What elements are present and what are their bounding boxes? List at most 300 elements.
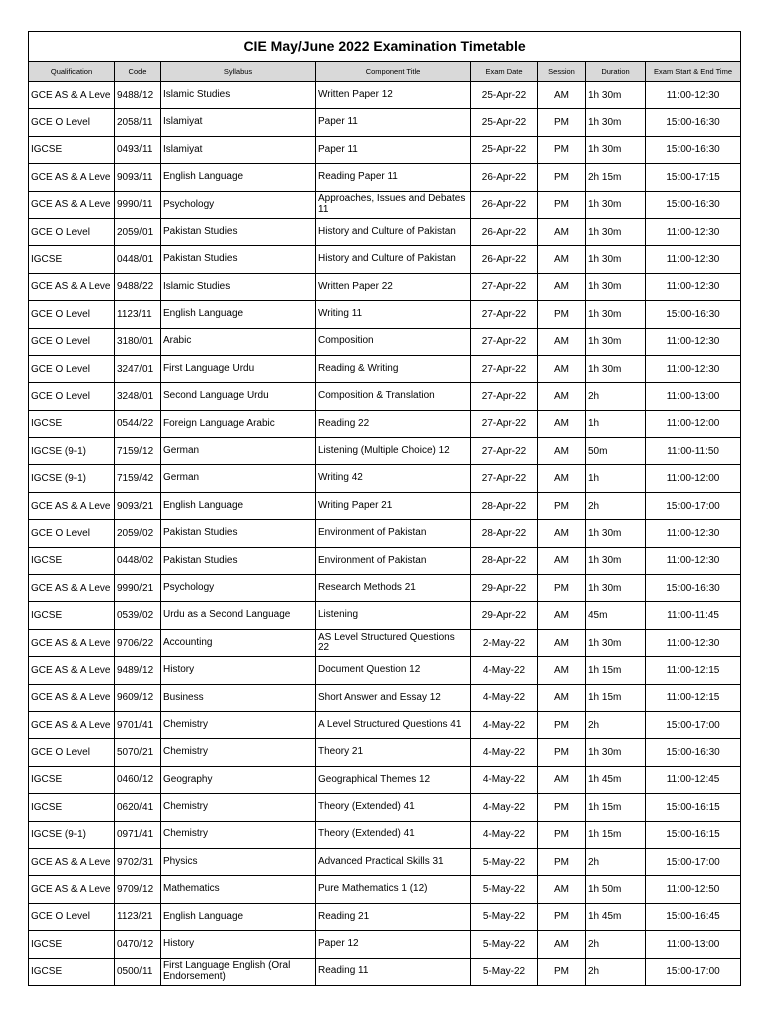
cell-exam-date: 26-Apr-22	[471, 218, 538, 245]
cell-session: AM	[538, 766, 586, 793]
cell-component-title: Reading 11	[316, 958, 471, 985]
cell-duration: 1h 45m	[586, 903, 646, 930]
cell-exam-date: 27-Apr-22	[471, 301, 538, 328]
cell-duration: 1h 30m	[586, 246, 646, 273]
cell-syllabus: Psychology	[161, 191, 316, 218]
cell-exam-date: 27-Apr-22	[471, 328, 538, 355]
cell-syllabus: History	[161, 657, 316, 684]
cell-session: PM	[538, 575, 586, 602]
cell-code: 9489/12	[115, 657, 161, 684]
cell-code: 5070/21	[115, 739, 161, 766]
cell-exam-time: 15:00-17:00	[646, 711, 741, 738]
cell-session: AM	[538, 465, 586, 492]
cell-component-title: Paper 12	[316, 931, 471, 958]
cell-duration: 1h 30m	[586, 629, 646, 656]
cell-component-title: AS Level Structured Questions 22	[316, 629, 471, 656]
cell-duration: 1h 15m	[586, 821, 646, 848]
page-title: CIE May/June 2022 Examination Timetable	[29, 32, 741, 62]
cell-duration: 1h 30m	[586, 109, 646, 136]
cell-exam-date: 26-Apr-22	[471, 246, 538, 273]
cell-session: AM	[538, 246, 586, 273]
cell-exam-date: 27-Apr-22	[471, 410, 538, 437]
cell-exam-date: 5-May-22	[471, 903, 538, 930]
cell-code: 9706/22	[115, 629, 161, 656]
cell-code: 2059/01	[115, 218, 161, 245]
cell-duration: 1h 30m	[586, 355, 646, 382]
cell-exam-date: 25-Apr-22	[471, 109, 538, 136]
header-code: Code	[115, 62, 161, 82]
cell-code: 3247/01	[115, 355, 161, 382]
cell-component-title: Reading 22	[316, 410, 471, 437]
cell-exam-date: 25-Apr-22	[471, 136, 538, 163]
cell-code: 1123/11	[115, 301, 161, 328]
cell-exam-time: 11:00-12:30	[646, 82, 741, 109]
cell-duration: 1h 30m	[586, 739, 646, 766]
cell-exam-time: 11:00-12:30	[646, 547, 741, 574]
cell-component-title: History and Culture of Pakistan	[316, 218, 471, 245]
cell-exam-time: 15:00-16:30	[646, 575, 741, 602]
cell-qualification: IGCSE	[29, 547, 115, 574]
cell-component-title: Document Question 12	[316, 657, 471, 684]
cell-exam-time: 15:00-16:30	[646, 739, 741, 766]
cell-exam-time: 15:00-16:30	[646, 301, 741, 328]
cell-duration: 50m	[586, 438, 646, 465]
table-row	[29, 82, 741, 109]
cell-syllabus: English Language	[161, 903, 316, 930]
cell-syllabus: Geography	[161, 766, 316, 793]
table-row	[29, 547, 741, 574]
cell-session: AM	[538, 218, 586, 245]
header-component-title: Component Title	[316, 62, 471, 82]
cell-exam-time: 15:00-17:00	[646, 958, 741, 985]
cell-duration: 1h	[586, 465, 646, 492]
cell-code: 3180/01	[115, 328, 161, 355]
cell-exam-time: 15:00-16:45	[646, 903, 741, 930]
cell-code: 0971/41	[115, 821, 161, 848]
cell-qualification: GCE O Level	[29, 739, 115, 766]
cell-code: 9990/21	[115, 575, 161, 602]
cell-syllabus: Urdu as a Second Language	[161, 602, 316, 629]
cell-session: AM	[538, 355, 586, 382]
cell-exam-date: 4-May-22	[471, 794, 538, 821]
table-row	[29, 410, 741, 437]
cell-session: PM	[538, 164, 586, 191]
cell-qualification: IGCSE	[29, 794, 115, 821]
cell-session: AM	[538, 876, 586, 903]
cell-qualification: IGCSE	[29, 958, 115, 985]
cell-qualification: IGCSE	[29, 246, 115, 273]
cell-syllabus: Business	[161, 684, 316, 711]
cell-code: 9701/41	[115, 711, 161, 738]
cell-session: PM	[538, 794, 586, 821]
table-row	[29, 355, 741, 382]
cell-exam-date: 5-May-22	[471, 931, 538, 958]
cell-exam-date: 4-May-22	[471, 821, 538, 848]
cell-exam-date: 5-May-22	[471, 876, 538, 903]
table-row	[29, 109, 741, 136]
cell-exam-time: 15:00-16:15	[646, 794, 741, 821]
cell-component-title: Theory (Extended) 41	[316, 821, 471, 848]
table-row	[29, 848, 741, 875]
cell-code: 9990/11	[115, 191, 161, 218]
cell-syllabus: Second Language Urdu	[161, 383, 316, 410]
cell-session: PM	[538, 739, 586, 766]
cell-syllabus: Islamic Studies	[161, 273, 316, 300]
cell-session: AM	[538, 410, 586, 437]
table-row	[29, 520, 741, 547]
cell-component-title: Environment of Pakistan	[316, 520, 471, 547]
cell-exam-date: 4-May-22	[471, 739, 538, 766]
cell-syllabus: German	[161, 465, 316, 492]
cell-component-title: Environment of Pakistan	[316, 547, 471, 574]
cell-exam-time: 15:00-16:15	[646, 821, 741, 848]
cell-exam-date: 28-Apr-22	[471, 492, 538, 519]
cell-exam-time: 11:00-12:30	[646, 355, 741, 382]
cell-session: PM	[538, 136, 586, 163]
cell-duration: 2h	[586, 848, 646, 875]
cell-exam-time: 11:00-12:50	[646, 876, 741, 903]
cell-duration: 1h 15m	[586, 794, 646, 821]
cell-syllabus: Physics	[161, 848, 316, 875]
table-row	[29, 328, 741, 355]
cell-code: 0620/41	[115, 794, 161, 821]
cell-component-title: Reading 21	[316, 903, 471, 930]
cell-exam-time: 11:00-12:30	[646, 273, 741, 300]
cell-exam-date: 5-May-22	[471, 958, 538, 985]
cell-session: AM	[538, 520, 586, 547]
cell-component-title: Advanced Practical Skills 31	[316, 848, 471, 875]
cell-syllabus: Foreign Language Arabic	[161, 410, 316, 437]
cell-duration: 1h	[586, 410, 646, 437]
table-row	[29, 629, 741, 656]
cell-duration: 45m	[586, 602, 646, 629]
cell-code: 7159/12	[115, 438, 161, 465]
cell-code: 3248/01	[115, 383, 161, 410]
cell-exam-date: 2-May-22	[471, 629, 538, 656]
cell-exam-date: 5-May-22	[471, 848, 538, 875]
cell-code: 9488/12	[115, 82, 161, 109]
cell-code: 0460/12	[115, 766, 161, 793]
cell-component-title: Pure Mathematics 1 (12)	[316, 876, 471, 903]
cell-session: PM	[538, 492, 586, 519]
cell-exam-date: 29-Apr-22	[471, 575, 538, 602]
cell-syllabus: Islamic Studies	[161, 82, 316, 109]
cell-duration: 2h	[586, 383, 646, 410]
cell-qualification: GCE AS & A Leve	[29, 629, 115, 656]
cell-qualification: GCE AS & A Leve	[29, 711, 115, 738]
cell-syllabus: History	[161, 931, 316, 958]
table-row	[29, 958, 741, 985]
cell-component-title: Paper 11	[316, 136, 471, 163]
cell-code: 1123/21	[115, 903, 161, 930]
cell-exam-time: 15:00-16:30	[646, 109, 741, 136]
cell-duration: 1h 30m	[586, 191, 646, 218]
cell-session: PM	[538, 109, 586, 136]
cell-component-title: Geographical Themes 12	[316, 766, 471, 793]
table-row	[29, 711, 741, 738]
cell-syllabus: Mathematics	[161, 876, 316, 903]
cell-session: PM	[538, 903, 586, 930]
cell-exam-time: 11:00-11:45	[646, 602, 741, 629]
cell-qualification: GCE O Level	[29, 328, 115, 355]
cell-syllabus: English Language	[161, 492, 316, 519]
cell-exam-time: 11:00-12:15	[646, 684, 741, 711]
cell-code: 9709/12	[115, 876, 161, 903]
table-row	[29, 876, 741, 903]
cell-qualification: GCE O Level	[29, 218, 115, 245]
cell-duration: 1h 30m	[586, 136, 646, 163]
cell-exam-time: 11:00-12:30	[646, 629, 741, 656]
cell-component-title: History and Culture of Pakistan	[316, 246, 471, 273]
header-syllabus: Syllabus	[161, 62, 316, 82]
cell-exam-time: 11:00-12:00	[646, 410, 741, 437]
cell-duration: 1h 15m	[586, 684, 646, 711]
cell-exam-date: 27-Apr-22	[471, 383, 538, 410]
cell-component-title: Writing 11	[316, 301, 471, 328]
cell-syllabus: Accounting	[161, 629, 316, 656]
cell-duration: 2h	[586, 711, 646, 738]
cell-session: AM	[538, 931, 586, 958]
table-row	[29, 438, 741, 465]
cell-exam-time: 11:00-12:00	[646, 465, 741, 492]
cell-component-title: Research Methods 21	[316, 575, 471, 602]
table-row	[29, 191, 741, 218]
cell-syllabus: Pakistan Studies	[161, 520, 316, 547]
cell-component-title: Theory (Extended) 41	[316, 794, 471, 821]
cell-duration: 1h 30m	[586, 273, 646, 300]
cell-syllabus: Chemistry	[161, 711, 316, 738]
cell-component-title: A Level Structured Questions 41	[316, 711, 471, 738]
cell-code: 9702/31	[115, 848, 161, 875]
table-row	[29, 575, 741, 602]
cell-exam-date: 29-Apr-22	[471, 602, 538, 629]
cell-duration: 1h 45m	[586, 766, 646, 793]
cell-syllabus: Islamiyat	[161, 109, 316, 136]
table-row	[29, 246, 741, 273]
cell-duration: 2h	[586, 492, 646, 519]
cell-qualification: GCE AS & A Leve	[29, 876, 115, 903]
cell-code: 2059/02	[115, 520, 161, 547]
cell-component-title: Paper 11	[316, 109, 471, 136]
cell-component-title: Composition & Translation	[316, 383, 471, 410]
cell-qualification: IGCSE	[29, 602, 115, 629]
cell-exam-time: 15:00-16:30	[646, 136, 741, 163]
cell-component-title: Writing Paper 21	[316, 492, 471, 519]
cell-component-title: Approaches, Issues and Debates 11	[316, 191, 471, 218]
cell-code: 9093/11	[115, 164, 161, 191]
cell-code: 2058/11	[115, 109, 161, 136]
cell-duration: 1h 30m	[586, 218, 646, 245]
table-row	[29, 492, 741, 519]
cell-exam-time: 15:00-16:30	[646, 191, 741, 218]
cell-syllabus: Pakistan Studies	[161, 246, 316, 273]
cell-exam-time: 11:00-12:30	[646, 328, 741, 355]
cell-exam-time: 11:00-12:15	[646, 657, 741, 684]
cell-session: AM	[538, 547, 586, 574]
cell-syllabus: German	[161, 438, 316, 465]
cell-exam-date: 28-Apr-22	[471, 547, 538, 574]
cell-duration: 1h 15m	[586, 657, 646, 684]
cell-duration: 2h	[586, 958, 646, 985]
cell-exam-date: 4-May-22	[471, 711, 538, 738]
cell-duration: 2h	[586, 931, 646, 958]
cell-qualification: GCE AS & A Leve	[29, 657, 115, 684]
cell-exam-time: 15:00-17:00	[646, 848, 741, 875]
cell-code: 9093/21	[115, 492, 161, 519]
cell-duration: 1h 30m	[586, 301, 646, 328]
cell-exam-time: 11:00-12:45	[646, 766, 741, 793]
cell-code: 0448/02	[115, 547, 161, 574]
cell-qualification: IGCSE (9-1)	[29, 465, 115, 492]
cell-session: PM	[538, 848, 586, 875]
cell-qualification: GCE AS & A Leve	[29, 684, 115, 711]
cell-exam-time: 15:00-17:15	[646, 164, 741, 191]
cell-qualification: GCE O Level	[29, 383, 115, 410]
cell-session: PM	[538, 191, 586, 218]
table-row	[29, 164, 741, 191]
title-row	[29, 32, 741, 62]
cell-code: 7159/42	[115, 465, 161, 492]
header-session: Session	[538, 62, 586, 82]
cell-exam-time: 11:00-12:30	[646, 246, 741, 273]
cell-exam-time: 15:00-17:00	[646, 492, 741, 519]
cell-duration: 2h 15m	[586, 164, 646, 191]
cell-session: PM	[538, 301, 586, 328]
cell-duration: 1h 30m	[586, 520, 646, 547]
cell-code: 9609/12	[115, 684, 161, 711]
cell-component-title: Written Paper 12	[316, 82, 471, 109]
cell-component-title: Theory 21	[316, 739, 471, 766]
table-row	[29, 903, 741, 930]
cell-exam-date: 27-Apr-22	[471, 465, 538, 492]
cell-exam-time: 11:00-11:50	[646, 438, 741, 465]
cell-syllabus: Chemistry	[161, 821, 316, 848]
cell-exam-date: 4-May-22	[471, 657, 538, 684]
cell-session: AM	[538, 684, 586, 711]
cell-qualification: IGCSE	[29, 766, 115, 793]
cell-exam-date: 4-May-22	[471, 684, 538, 711]
cell-component-title: Listening (Multiple Choice) 12	[316, 438, 471, 465]
cell-component-title: Writing 42	[316, 465, 471, 492]
cell-qualification: IGCSE	[29, 136, 115, 163]
cell-syllabus: Islamiyat	[161, 136, 316, 163]
cell-qualification: GCE AS & A Leve	[29, 273, 115, 300]
cell-exam-date: 4-May-22	[471, 766, 538, 793]
cell-exam-time: 11:00-12:30	[646, 218, 741, 245]
cell-session: AM	[538, 629, 586, 656]
cell-qualification: GCE AS & A Leve	[29, 82, 115, 109]
cell-exam-date: 27-Apr-22	[471, 273, 538, 300]
cell-syllabus: English Language	[161, 301, 316, 328]
table-row	[29, 383, 741, 410]
cell-exam-date: 26-Apr-22	[471, 191, 538, 218]
cell-exam-date: 28-Apr-22	[471, 520, 538, 547]
cell-session: AM	[538, 438, 586, 465]
cell-exam-time: 11:00-13:00	[646, 383, 741, 410]
cell-session: AM	[538, 273, 586, 300]
cell-duration: 1h 30m	[586, 328, 646, 355]
cell-session: AM	[538, 82, 586, 109]
cell-code: 0544/22	[115, 410, 161, 437]
table-row	[29, 821, 741, 848]
cell-syllabus: First Language English (Oral Endorsement)	[161, 958, 316, 985]
cell-exam-date: 27-Apr-22	[471, 438, 538, 465]
header-exam-date: Exam Date	[471, 62, 538, 82]
cell-session: AM	[538, 602, 586, 629]
cell-qualification: GCE O Level	[29, 903, 115, 930]
cell-qualification: GCE O Level	[29, 520, 115, 547]
cell-code: 0539/02	[115, 602, 161, 629]
cell-component-title: Reading & Writing	[316, 355, 471, 382]
cell-qualification: GCE O Level	[29, 109, 115, 136]
cell-syllabus: Pakistan Studies	[161, 547, 316, 574]
cell-session: PM	[538, 958, 586, 985]
cell-syllabus: Chemistry	[161, 739, 316, 766]
table-row	[29, 931, 741, 958]
cell-session: PM	[538, 821, 586, 848]
header-row	[29, 62, 741, 82]
cell-qualification: IGCSE	[29, 931, 115, 958]
table-row	[29, 657, 741, 684]
cell-qualification: GCE AS & A Leve	[29, 492, 115, 519]
cell-component-title: Written Paper 22	[316, 273, 471, 300]
table-row	[29, 794, 741, 821]
cell-session: AM	[538, 328, 586, 355]
cell-syllabus: First Language Urdu	[161, 355, 316, 382]
header-exam-time: Exam Start & End Time	[646, 62, 741, 82]
table-row	[29, 766, 741, 793]
cell-exam-date: 25-Apr-22	[471, 82, 538, 109]
cell-session: AM	[538, 657, 586, 684]
cell-component-title: Listening	[316, 602, 471, 629]
cell-syllabus: Chemistry	[161, 794, 316, 821]
cell-syllabus: Psychology	[161, 575, 316, 602]
cell-syllabus: Pakistan Studies	[161, 218, 316, 245]
cell-duration: 1h 30m	[586, 547, 646, 574]
table-row	[29, 301, 741, 328]
cell-qualification: GCE AS & A Leve	[29, 191, 115, 218]
cell-component-title: Reading Paper 11	[316, 164, 471, 191]
cell-component-title: Short Answer and Essay 12	[316, 684, 471, 711]
cell-exam-time: 11:00-12:30	[646, 520, 741, 547]
table-row	[29, 684, 741, 711]
header-duration: Duration	[586, 62, 646, 82]
cell-code: 9488/22	[115, 273, 161, 300]
cell-qualification: IGCSE (9-1)	[29, 821, 115, 848]
cell-session: PM	[538, 711, 586, 738]
cell-qualification: GCE AS & A Leve	[29, 575, 115, 602]
cell-session: AM	[538, 383, 586, 410]
cell-exam-date: 27-Apr-22	[471, 355, 538, 382]
cell-qualification: GCE O Level	[29, 301, 115, 328]
cell-code: 0500/11	[115, 958, 161, 985]
cell-duration: 1h 30m	[586, 82, 646, 109]
table-row	[29, 273, 741, 300]
table-row	[29, 602, 741, 629]
cell-qualification: GCE AS & A Leve	[29, 164, 115, 191]
cell-component-title: Composition	[316, 328, 471, 355]
table-row	[29, 136, 741, 163]
header-qualification: Qualification	[29, 62, 115, 82]
cell-qualification: GCE AS & A Leve	[29, 848, 115, 875]
cell-code: 0448/01	[115, 246, 161, 273]
table-row	[29, 218, 741, 245]
cell-qualification: IGCSE (9-1)	[29, 438, 115, 465]
timetable-table	[28, 31, 741, 986]
table-row	[29, 739, 741, 766]
cell-duration: 1h 50m	[586, 876, 646, 903]
cell-syllabus: Arabic	[161, 328, 316, 355]
